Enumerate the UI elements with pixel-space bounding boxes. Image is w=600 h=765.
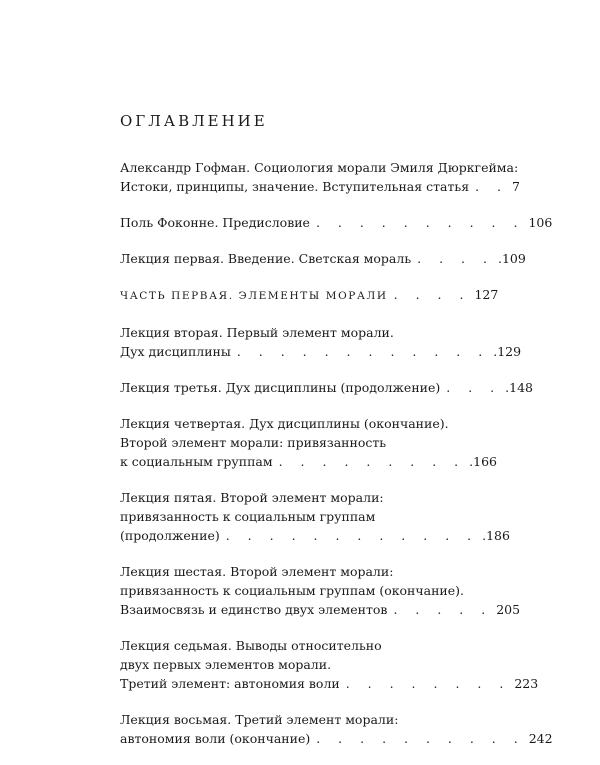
- toc-entry-line: [120, 655, 465, 674]
- toc-entry-line: [120, 433, 465, 452]
- toc-entry-line: [120, 452, 498, 471]
- toc-entry-title: привязанность к социальным группам: [120, 509, 376, 524]
- toc-entry: [120, 213, 553, 232]
- toc-page-number: .166: [469, 454, 498, 469]
- toc-entry-line: [120, 526, 510, 545]
- toc-entry-title: Лекция восьмая. Третий элемент морали:: [120, 712, 399, 727]
- toc-entry-title: Александр Гофман. Социология морали Эмиля Дюркгейма:: [120, 160, 519, 175]
- toc-leader-dots: . . . . . . . . . . . .: [236, 344, 490, 359]
- toc-entry-line: [120, 342, 522, 361]
- toc-entry-line: [120, 414, 465, 433]
- toc-entry-line: [120, 729, 553, 748]
- toc-page-number: .148: [505, 380, 533, 395]
- toc-entry: [120, 323, 522, 361]
- toc-part-heading: [120, 285, 499, 306]
- toc-entry-line: [120, 674, 539, 693]
- toc-entry-title: Лекция четвертая. Дух дисциплины (окончание).: [120, 416, 449, 431]
- toc-entry-title: привязанность к социальным группам (окончание).: [120, 583, 465, 598]
- toc-page-number: 106: [528, 215, 553, 230]
- toc-page-number: .129: [493, 344, 522, 359]
- toc-entry-line: [120, 507, 465, 526]
- toc-page-number: 7: [512, 179, 520, 194]
- toc-heading: ОГЛАВЛЕНИЕ: [120, 112, 268, 130]
- toc-leader-dots: . . . . .: [393, 602, 493, 617]
- toc-entry-line: [120, 710, 465, 729]
- toc-entry-title: Лекция шестая. Второй элемент морали:: [120, 564, 394, 579]
- toc-entry-title: автономия воли (окончание): [120, 731, 311, 746]
- toc-page-number: .109: [497, 251, 526, 266]
- toc-entry-title: Взаимосвязь и единство двух элементов: [120, 602, 388, 617]
- toc-entry: [120, 562, 521, 619]
- toc-entry-title: (продолжение): [120, 528, 220, 543]
- toc-entry-title: двух первых элементов морали.: [120, 657, 332, 672]
- toc-entry-title: Второй элемент морали: привязанность: [120, 435, 387, 450]
- toc-entry-line: [120, 378, 533, 397]
- toc-page-number: 242: [528, 731, 553, 746]
- toc-entry: [120, 249, 526, 268]
- toc-entry-title: Лекция вторая. Первый элемент морали.: [120, 325, 394, 340]
- table-of-contents: [120, 158, 553, 765]
- toc-entry-line: [120, 562, 465, 581]
- toc-entry-title: Поль Фоконне. Предисловие: [120, 215, 310, 230]
- toc-entry-title: Третий элемент: автономия воли: [120, 676, 340, 691]
- toc-entry-line: [120, 581, 465, 600]
- toc-entry-title: Дух дисциплины: [120, 344, 231, 359]
- toc-leader-dots: . . . . . . . . . . . .: [225, 528, 479, 543]
- toc-leader-dots: . . . .: [417, 251, 494, 266]
- toc-entry: [120, 414, 498, 471]
- toc-page-number: 127: [474, 287, 499, 302]
- toc-entry-title: Истоки, принципы, значение. Вступительная статья: [120, 179, 470, 194]
- toc-leader-dots: . . . . . . . . .: [278, 454, 466, 469]
- toc-leader-dots: . . . . . . . . . .: [315, 215, 525, 230]
- toc-page-number: .186: [482, 528, 510, 543]
- toc-entry-line: [120, 323, 465, 342]
- toc-entry: [120, 488, 510, 545]
- toc-entry-title: к социальным группам: [120, 454, 273, 469]
- toc-entry-line: [120, 285, 499, 306]
- toc-leader-dots: . . .: [446, 380, 502, 395]
- toc-entry: [120, 636, 539, 693]
- toc-entry-line: [120, 213, 553, 232]
- toc-entry-line: [120, 600, 521, 619]
- toc-page-number: 223: [514, 676, 539, 691]
- toc-leader-dots: . . . . . . . . . .: [316, 731, 525, 746]
- toc-entry-title: Лекция пятая. Второй элемент морали:: [120, 490, 384, 505]
- toc-entry-line: [120, 158, 519, 177]
- toc-entry-line: [120, 249, 526, 268]
- toc-entry: [120, 158, 520, 196]
- toc-entry: [120, 710, 553, 748]
- toc-page-number: 205: [496, 602, 521, 617]
- toc-entry-line: [120, 177, 520, 196]
- toc-entry-line: [120, 636, 465, 655]
- toc-leader-dots: . . . . . . . .: [345, 676, 511, 691]
- toc-entry-title: Лекция первая. Введение. Светская мораль: [120, 251, 412, 266]
- toc-leader-dots: . .: [475, 179, 509, 194]
- toc-entry-title: Лекция седьмая. Выводы относительно: [120, 638, 382, 653]
- toc-entry: [120, 378, 533, 397]
- toc-leader-dots: . . . .: [393, 287, 471, 302]
- toc-entry-title: Лекция третья. Дух дисциплины (продолжение): [120, 380, 441, 395]
- toc-entry-title: ЧАСТЬ ПЕРВАЯ. ЭЛЕМЕНТЫ МОРАЛИ: [120, 290, 388, 302]
- toc-entry-line: [120, 488, 465, 507]
